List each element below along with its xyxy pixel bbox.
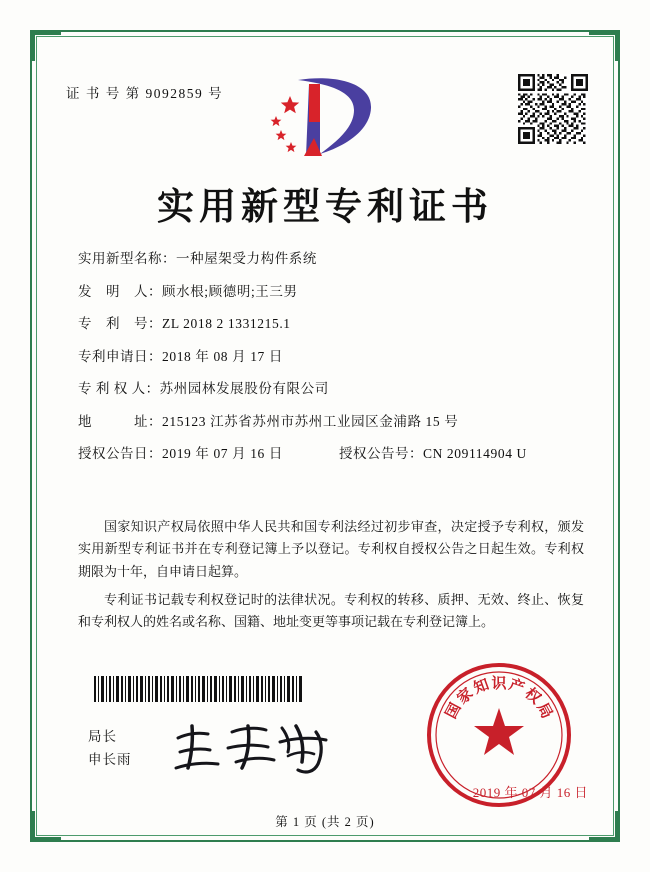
- field-label: 实用新型名称：: [78, 251, 176, 266]
- field-value: 一种屋架受力构件系统: [176, 251, 317, 266]
- field-value: 215123 江苏省苏州市苏州工业园区金浦路 15 号: [162, 413, 459, 429]
- svg-text:家: 家: [454, 685, 477, 708]
- signature-name: 申长雨: [88, 751, 132, 767]
- signature-block: [88, 726, 132, 772]
- svg-text:国: 国: [443, 700, 465, 722]
- field-label: 地 址：: [78, 413, 162, 429]
- qr-code: [518, 74, 588, 144]
- field-value: 苏州园林发展股份有限公司: [159, 381, 329, 396]
- certificate-number: 证 书 号 第 9092859 号: [66, 86, 224, 101]
- field-row-patent-number: [78, 317, 590, 331]
- field-label: 发 明 人：: [78, 283, 162, 299]
- seal-date: 2019 年 07 月 16 日: [472, 785, 588, 800]
- legal-paragraph-1: 国家知识产权局依照中华人民共和国专利法经过初步审查，决定授予专利权，颁发实用新型专利证书并在专利登记簿上予以登记。专利权自授权公告之日起生效。专利权期限为十年，自申请日起算。: [78, 519, 584, 579]
- svg-text:知: 知: [471, 676, 492, 698]
- field-row-application-date: [78, 350, 590, 364]
- field-row-patentee: [78, 382, 590, 396]
- svg-text:识: 识: [491, 676, 507, 692]
- svg-text:局: 局: [533, 700, 555, 722]
- legal-text: [78, 516, 584, 640]
- signature-role: 局长: [88, 729, 117, 744]
- page-title: 实用新型专利证书: [157, 187, 493, 228]
- handwritten-signature: [170, 718, 345, 780]
- field-label: 专 利 号：: [78, 316, 162, 331]
- field-label: 专 利 权 人：: [78, 381, 160, 396]
- field-row-inventors: [78, 285, 590, 299]
- field-row-utility-model-name: [78, 252, 590, 266]
- legal-paragraph-2: 专利证书记载专利权登记时的法律状况。专利权的转移、质押、无效、终止、恢复和专利权人的姓名或名称、国籍、地址变更等事项记载在专利登记簿上。: [78, 592, 584, 630]
- grant-date-value: 2019 年 07 月 16 日: [162, 446, 283, 461]
- field-label: 专利申请日：: [78, 348, 162, 364]
- corner-ornament-top-left: [30, 30, 61, 61]
- cnipa-logo-icon: [268, 72, 378, 162]
- grant-number-value: CN 209114904 U: [422, 446, 527, 461]
- page-footer: 第 1 页 (共 2 页): [275, 815, 375, 829]
- field-value: ZL 2018 2 1331215.1: [162, 316, 291, 331]
- svg-text:产: 产: [506, 676, 527, 698]
- field-row-grant-announcement: [78, 447, 590, 461]
- grant-date-label: 授权公告日：: [78, 446, 162, 461]
- barcode: [92, 676, 306, 702]
- field-value: 顾水根;顾德明;王三男: [162, 283, 298, 299]
- svg-text:权: 权: [521, 685, 544, 708]
- field-value: 2018 年 08 月 17 日: [162, 348, 283, 364]
- field-row-address: [78, 415, 590, 429]
- field-list: [78, 252, 590, 480]
- corner-ornament-top-right: [589, 30, 620, 61]
- grant-number-label: 授权公告号：: [338, 446, 423, 461]
